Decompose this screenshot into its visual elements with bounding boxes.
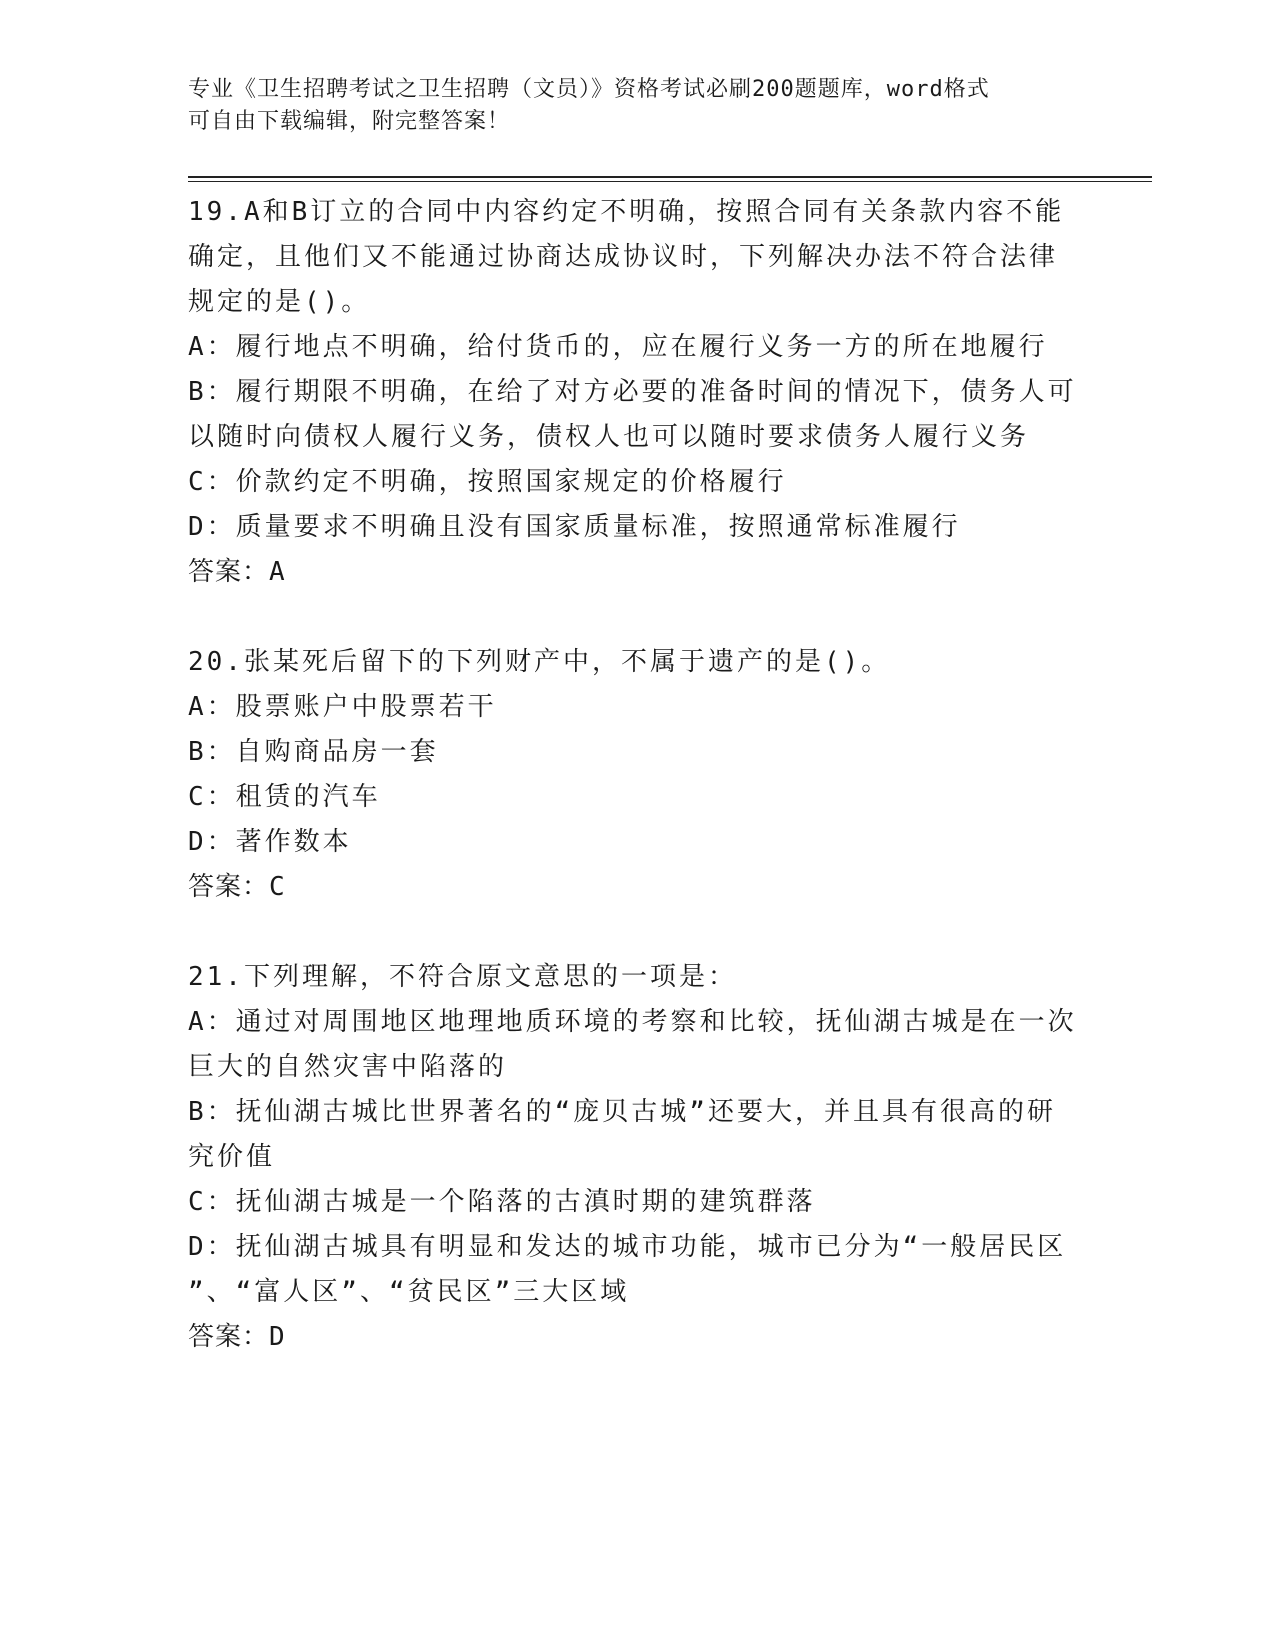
header-line-2: 可自由下载编辑，附完整答案！ [188,109,511,134]
header-divider-thick [188,176,1152,178]
question-20 [188,640,1088,910]
option-d: D：质量要求不明确且没有国家质量标准，按照通常标准履行 [188,512,961,542]
questions-container [188,190,1088,1360]
answer-value: D [269,1322,286,1352]
answer-label: 答案： [188,1322,270,1352]
option-b: B：抚仙湖古城比世界著名的“庞贝古城”还要大，并且具有很高的研 [188,1097,1056,1127]
option-b: B：自购商品房一套 [188,737,439,767]
question-spacer [188,910,1088,955]
answer-line [188,865,1088,910]
option-a: A：通过对周围地区地理地质环境的考察和比较，抚仙湖古城是在一次 [188,1007,1077,1037]
answer-label: 答案： [188,557,270,587]
answer-value: C [269,872,286,902]
option-c: C：价款约定不明确，按照国家规定的价格履行 [188,467,787,497]
option-b: B：履行期限不明确，在给了对方必要的准备时间的情况下，债务人可 [188,377,1077,407]
option-d-continued: ”、“富人区”、“贫民区”三大区域 [188,1277,630,1307]
option-a: A：履行地点不明确，给付货币的，应在履行义务一方的所在地履行 [188,332,1048,362]
option-d: D：抚仙湖古城具有明显和发达的城市功能，城市已分为“一般居民区 [188,1232,1067,1262]
header-divider-thin [188,181,1152,182]
question-stem-line: 19.A和B订立的合同中内容约定不明确，按照合同有关条款内容不能 [188,197,1065,227]
answer-label: 答案： [188,872,270,902]
option-a-continued: 巨大的自然灾害中陷落的 [188,1052,508,1082]
document-header [188,74,1068,138]
question-stem-line: 规定的是()。 [188,287,371,317]
answer-line [188,550,1088,595]
question-stem-line: 21.下列理解，不符合原文意思的一项是： [188,962,737,992]
option-b-continued: 究价值 [188,1142,276,1172]
question-spacer [188,595,1088,640]
option-c: C：抚仙湖古城是一个陷落的古滇时期的建筑群落 [188,1187,816,1217]
option-a: A：股票账户中股票若干 [188,692,497,722]
answer-value: A [269,557,286,587]
question-21 [188,955,1088,1360]
question-stem-line: 20.张某死后留下的下列财产中，不属于遗产的是()。 [188,647,891,677]
header-line-1: 专业《卫生招聘考试之卫生招聘（文员）》资格考试必刷200题题库，word格式 [188,77,990,102]
question-stem-line: 确定，且他们又不能通过协商达成协议时，下列解决办法不符合法律 [188,242,1059,272]
option-b-continued: 以随时向债权人履行义务，债权人也可以随时要求债务人履行义务 [188,422,1030,452]
question-19 [188,190,1088,595]
option-d: D：著作数本 [188,827,352,857]
answer-line [188,1315,1088,1360]
option-c: C：租赁的汽车 [188,782,381,812]
